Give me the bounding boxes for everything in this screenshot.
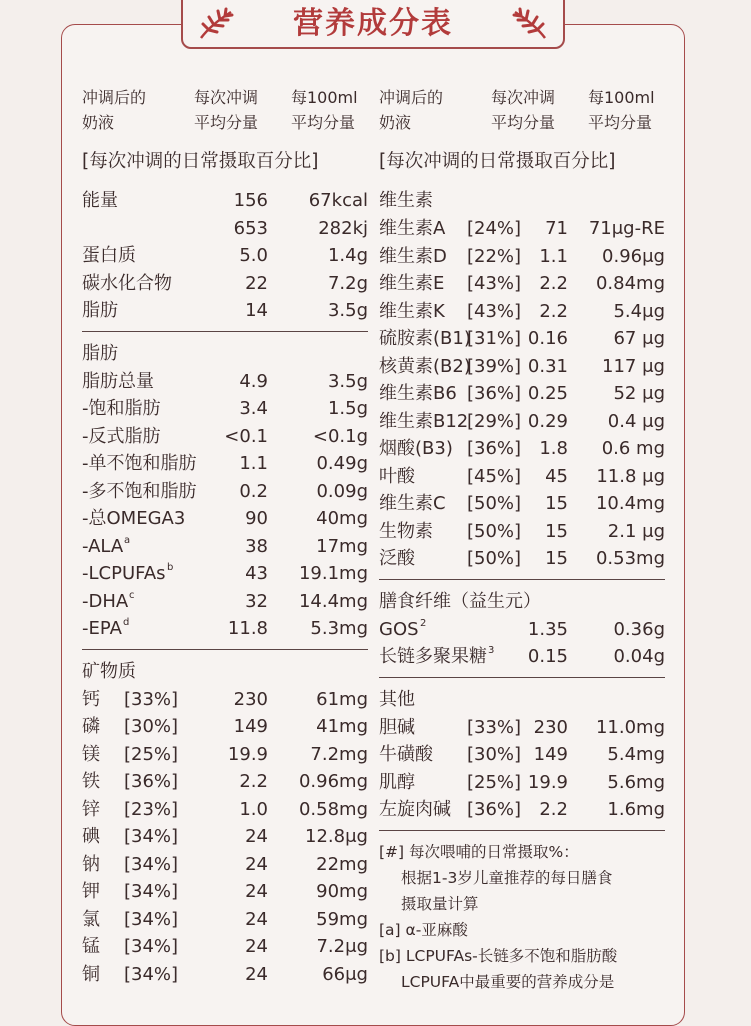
per-100ml-value: 5.4mg <box>607 744 665 765</box>
per-100ml-value: 3.5g <box>327 370 368 392</box>
per-100ml-value: 10.4mg <box>595 493 665 514</box>
nutrient-name: 钠 <box>82 853 100 875</box>
per-serving-value: 156 <box>233 190 268 211</box>
footnote-line: 根据1-3岁儿童推荐的每日膳食 <box>401 868 613 887</box>
daily-percent: [50%] <box>467 493 522 514</box>
daily-percent: [36%] <box>467 383 522 404</box>
per-serving-value: 11.8 <box>227 618 268 639</box>
nutrient-name: 牛磺酸 <box>379 744 433 765</box>
fiber-section-title: 膳食纤维（益生元） <box>379 590 541 612</box>
vitamin-section-title: 维生素 <box>379 190 433 211</box>
per-serving-value: 24 <box>245 936 268 957</box>
leaf-ornament-icon <box>197 6 237 42</box>
daily-percent: [29%] <box>467 410 522 432</box>
fat-list <box>82 368 368 643</box>
daily-percent: [34%] <box>124 963 179 985</box>
per-100ml-value: 12.8μg <box>305 826 368 847</box>
per-100ml-value: 66μg <box>322 963 368 985</box>
header-col3: 每100ml 平均分量 <box>291 88 358 132</box>
nutrient-name: 维生素K <box>379 300 445 322</box>
nutrient-row <box>82 187 368 215</box>
daily-percent: [36%] <box>124 771 179 792</box>
daily-percent: [34%] <box>124 936 179 957</box>
per-serving-value: 230 <box>533 716 568 738</box>
nutrient-name: 蛋白质 <box>82 245 136 266</box>
nutrient-name: 维生素D <box>379 245 447 267</box>
footnote-mark: 3 <box>488 645 495 656</box>
nutrient-row <box>82 906 368 934</box>
per-serving-value: 15 <box>545 548 568 569</box>
per-serving-value: 2.2 <box>239 771 268 792</box>
per-100ml-value: 0.84mg <box>595 273 665 294</box>
daily-percent: [50%] <box>467 520 522 542</box>
nutrient-row <box>379 518 665 546</box>
nutrient-name: 铜 <box>82 963 100 985</box>
per-100ml-value: 1.4g <box>327 245 368 266</box>
footnote-mark: c <box>129 589 135 601</box>
nutrient-row <box>379 380 665 408</box>
nutrient-name: 维生素B6 <box>379 383 457 404</box>
daily-percent: [34%] <box>124 908 179 930</box>
daily-percent: [45%] <box>467 465 522 487</box>
daily-percent: [43%] <box>467 273 522 294</box>
per-100ml-value: 2.1 μg <box>607 520 665 542</box>
nutrient-row <box>82 423 368 451</box>
per-serving-value: 38 <box>245 535 268 557</box>
per-serving-value: 22 <box>245 272 268 294</box>
nutrient-name: 能量 <box>82 190 118 211</box>
per-serving-value: 149 <box>233 716 268 737</box>
footnote-mark: a <box>124 534 131 546</box>
per-serving-value: 0.15 <box>527 646 568 667</box>
nutrient-name: 维生素E <box>379 273 445 294</box>
header-col2: 每次冲调 平均分量 <box>194 88 259 132</box>
daily-percent: [31%] <box>467 328 522 349</box>
divider <box>379 579 665 580</box>
footnote-line: [#] 每次喂哺的日常摄取%： <box>379 842 579 861</box>
nutrient-name: -总OMEGA3 <box>82 508 186 529</box>
other-section-title: 其他 <box>379 688 415 710</box>
per-serving-value: 24 <box>245 853 268 875</box>
daily-percent: [39%] <box>467 355 522 377</box>
per-100ml-value: 17mg <box>316 535 368 557</box>
per-100ml-value: 0.96mg <box>298 771 368 792</box>
nutrient-row <box>82 478 368 506</box>
per-100ml-value: 11.0mg <box>595 716 665 738</box>
nutrient-name: -饱和脂肪 <box>82 398 161 419</box>
nutrient-row <box>82 270 368 298</box>
per-100ml-value: 0.58mg <box>298 798 368 820</box>
nutrient-row <box>82 615 368 643</box>
nutrient-row <box>379 435 665 463</box>
per-serving-value: 15 <box>545 520 568 542</box>
percent-note: [每次冲调的日常摄取百分比] <box>379 151 616 172</box>
per-100ml-value: 11.8 μg <box>596 465 665 487</box>
header-col1: 冲调后的 奶液 <box>82 88 147 132</box>
percent-note: [每次冲调的日常摄取百分比] <box>82 151 319 172</box>
nutrient-name: 氯 <box>82 908 100 930</box>
per-100ml-value: 5.6mg <box>607 771 665 793</box>
per-100ml-value: 19.1mg <box>298 563 368 584</box>
nutrient-name: 碳水化合物 <box>82 272 172 294</box>
header-col2: 每次冲调 平均分量 <box>491 88 556 132</box>
right-column <box>379 85 665 995</box>
nutrient-name: -ALA <box>82 535 124 557</box>
daily-percent: [43%] <box>467 300 522 322</box>
per-100ml-value: 71μg-RE <box>588 218 665 239</box>
per-100ml-value: 0.49g <box>316 453 368 474</box>
nutrient-row <box>379 643 665 671</box>
nutrient-name: -单不饱和脂肪 <box>82 453 197 474</box>
per-100ml-value: 1.5g <box>327 398 368 419</box>
daily-percent: [33%] <box>124 688 179 710</box>
per-100ml-value: 59mg <box>316 908 368 930</box>
nutrient-row <box>379 408 665 436</box>
footnote-line: [b] LCPUFAs-长链多不饱和脂肪酸 <box>379 946 618 965</box>
nutrient-row <box>82 297 368 325</box>
daily-percent: [33%] <box>467 716 522 738</box>
nutrient-name: 脂肪 <box>82 300 118 321</box>
per-100ml-value: 14.4mg <box>298 590 368 612</box>
nutrient-name: 维生素C <box>379 493 446 514</box>
leaf-ornament-icon <box>509 6 549 42</box>
divider <box>82 331 368 332</box>
daily-percent: [24%] <box>467 218 522 239</box>
per-serving-value: 24 <box>245 963 268 985</box>
per-100ml-value: 0.53mg <box>595 548 665 569</box>
per-serving-value: 19.9 <box>227 743 268 765</box>
nutrient-row <box>82 713 368 741</box>
nutrient-row <box>82 368 368 396</box>
nutrient-name: 泛酸 <box>379 548 415 569</box>
nutrient-row <box>379 714 665 742</box>
per-serving-value: 24 <box>245 881 268 902</box>
footnotes <box>379 839 665 995</box>
nutrient-name: -反式脂肪 <box>82 425 161 447</box>
nutrient-row <box>82 878 368 906</box>
daily-percent: [34%] <box>124 826 179 847</box>
nutrient-row <box>82 823 368 851</box>
footnote-line: [a] α-亚麻酸 <box>379 920 468 939</box>
nutrient-name: -LCPUFAs <box>82 563 166 584</box>
per-100ml-value: 7.2g <box>327 272 368 294</box>
per-100ml-value: 40mg <box>316 508 368 529</box>
per-serving-value: 45 <box>545 465 568 487</box>
left-column <box>82 85 368 988</box>
per-100ml-value: 52 μg <box>613 383 665 404</box>
nutrient-row <box>82 686 368 714</box>
nutrient-row <box>379 769 665 797</box>
nutrient-name: 硫胺素(B1) <box>379 328 471 349</box>
per-serving-value: 653 <box>233 217 268 239</box>
nutrient-name: 左旋肉碱 <box>379 799 451 820</box>
nutrient-row <box>82 796 368 824</box>
nutrient-row <box>379 616 665 644</box>
nutrient-row <box>82 961 368 989</box>
divider <box>379 830 665 831</box>
other-list <box>379 714 665 824</box>
footnote-line: 摄取量计算 <box>401 894 479 913</box>
header-col1: 冲调后的 奶液 <box>379 88 444 132</box>
divider <box>82 649 368 650</box>
footnote-mark: d <box>123 617 130 628</box>
per-serving-value: 4.9 <box>239 370 268 392</box>
per-serving-value: 0.16 <box>527 328 568 349</box>
nutrient-name: -DHA <box>82 590 129 612</box>
per-100ml-value: <0.1g <box>312 425 368 447</box>
per-serving-value: 15 <box>545 493 568 514</box>
per-serving-value: 32 <box>245 590 268 612</box>
per-serving-value: 1.35 <box>527 618 568 640</box>
title-banner <box>181 0 565 49</box>
nutrient-name: -EPA <box>82 618 122 639</box>
per-serving-value: 24 <box>245 826 268 847</box>
nutrient-row <box>82 560 368 588</box>
nutrient-name: 肌醇 <box>379 771 415 793</box>
nutrient-row <box>379 490 665 518</box>
fiber-list <box>379 616 665 671</box>
nutrient-name: 维生素A <box>379 218 446 239</box>
page-title: 营养成分表 <box>293 6 453 41</box>
per-serving-value: 2.2 <box>539 273 568 294</box>
per-serving-value: 71 <box>545 218 568 239</box>
nutrient-name: 磷 <box>82 716 100 737</box>
per-serving-value: 2.2 <box>539 300 568 322</box>
per-100ml-value: 5.4μg <box>613 300 665 322</box>
nutrient-row <box>379 353 665 381</box>
per-serving-value: 0.25 <box>527 383 568 404</box>
nutrient-name: 叶酸 <box>379 465 415 487</box>
nutrient-name: GOS <box>379 618 419 640</box>
per-serving-value: 43 <box>245 563 268 584</box>
per-100ml-value: 0.09g <box>316 480 368 502</box>
per-serving-value: 1.1 <box>239 453 268 474</box>
per-100ml-value: 0.36g <box>613 618 665 640</box>
nutrient-row <box>82 242 368 270</box>
per-100ml-value: 0.04g <box>613 646 665 667</box>
footnote-mark: b <box>167 562 174 573</box>
daily-percent: [30%] <box>124 716 179 737</box>
daily-percent: [23%] <box>124 798 179 820</box>
per-100ml-value: 7.2mg <box>310 743 368 765</box>
nutrient-row <box>379 298 665 326</box>
nutrient-name: 核黄素(B2) <box>379 355 471 377</box>
nutrient-name: -多不饱和脂肪 <box>82 480 197 502</box>
nutrient-row <box>379 463 665 491</box>
per-serving-value: 0.2 <box>239 480 268 502</box>
nutrient-row <box>379 243 665 271</box>
nutrient-row <box>82 768 368 796</box>
nutrient-name: 铁 <box>82 771 100 792</box>
per-100ml-value: 67 μg <box>613 328 665 349</box>
per-serving-value: 19.9 <box>527 771 568 793</box>
divider <box>379 677 665 678</box>
nutrient-name: 锰 <box>82 936 100 957</box>
nutrient-name: 锌 <box>82 798 100 820</box>
per-serving-value: 3.4 <box>239 398 268 419</box>
per-100ml-value: 3.5g <box>327 300 368 321</box>
column-header <box>82 85 368 137</box>
per-100ml-value: 117 μg <box>602 355 665 377</box>
nutrient-row <box>82 215 368 243</box>
per-100ml-value: 22mg <box>316 853 368 875</box>
mineral-list <box>82 686 368 989</box>
daily-percent: [50%] <box>467 548 522 569</box>
nutrient-row <box>82 533 368 561</box>
nutrient-name: 生物素 <box>379 520 433 542</box>
per-serving-value: 24 <box>245 908 268 930</box>
per-serving-value: 149 <box>533 744 568 765</box>
nutrient-row <box>82 933 368 961</box>
daily-percent: [30%] <box>467 744 522 765</box>
per-serving-value: 0.29 <box>527 410 568 432</box>
per-100ml-value: 5.3mg <box>310 618 368 639</box>
nutrient-row <box>82 450 368 478</box>
nutrient-row <box>379 545 665 573</box>
nutrient-row <box>82 395 368 423</box>
per-100ml-value: 7.2μg <box>316 936 368 957</box>
daily-percent: [25%] <box>124 743 179 765</box>
per-serving-value: 1.8 <box>539 438 568 459</box>
per-100ml-value: 67kcal <box>308 190 368 211</box>
nutrient-row <box>379 741 665 769</box>
per-serving-value: <0.1 <box>224 425 268 447</box>
vitamin-list <box>379 215 665 573</box>
nutrient-name: 镁 <box>82 743 100 765</box>
per-serving-value: 230 <box>233 688 268 710</box>
per-100ml-value: 90mg <box>316 881 368 902</box>
daily-percent: [22%] <box>467 245 522 267</box>
footnote-mark: 2 <box>420 617 427 629</box>
nutrient-name: 脂肪总量 <box>82 370 154 392</box>
per-serving-value: 1.1 <box>539 245 568 267</box>
daily-percent: [34%] <box>124 881 179 902</box>
per-serving-value: 5.0 <box>239 245 268 266</box>
per-serving-value: 90 <box>245 508 268 529</box>
per-serving-value: 2.2 <box>539 799 568 820</box>
nutrient-name: 维生素B12 <box>379 410 469 432</box>
nutrient-name: 胆碱 <box>379 716 415 738</box>
per-100ml-value: 0.4 μg <box>607 410 665 432</box>
nutrient-name: 长链多聚果糖 <box>379 646 487 667</box>
per-100ml-value: 0.6 mg <box>601 438 665 459</box>
nutrient-row <box>379 796 665 824</box>
mineral-section-title: 矿物质 <box>82 660 136 682</box>
daily-percent: [25%] <box>467 771 522 793</box>
column-header <box>379 85 665 137</box>
per-100ml-value: 282kj <box>318 217 368 239</box>
nutrient-name: 钙 <box>82 688 100 710</box>
daily-percent: [34%] <box>124 853 179 875</box>
nutrient-row <box>82 851 368 879</box>
basic-nutrients <box>82 187 368 325</box>
nutrient-name: 碘 <box>82 826 100 847</box>
daily-percent: [36%] <box>467 438 522 459</box>
per-100ml-value: 61mg <box>316 688 368 710</box>
nutrient-row <box>379 215 665 243</box>
per-serving-value: 14 <box>245 300 268 321</box>
nutrient-row <box>82 741 368 769</box>
footnote-line: LCPUFA中最重要的营养成分是 <box>401 972 615 991</box>
fat-section-title: 脂肪 <box>82 342 118 364</box>
nutrient-row <box>379 270 665 298</box>
header-col3: 每100ml 平均分量 <box>588 88 655 132</box>
per-100ml-value: 1.6mg <box>607 799 665 820</box>
nutrient-name: 钾 <box>82 881 100 902</box>
nutrient-name: 烟酸(B3) <box>379 438 453 459</box>
daily-percent: [36%] <box>467 799 522 820</box>
per-serving-value: 1.0 <box>239 798 268 820</box>
nutrient-row <box>379 325 665 353</box>
per-100ml-value: 0.96μg <box>602 245 665 267</box>
per-serving-value: 0.31 <box>527 355 568 377</box>
per-100ml-value: 41mg <box>316 716 368 737</box>
